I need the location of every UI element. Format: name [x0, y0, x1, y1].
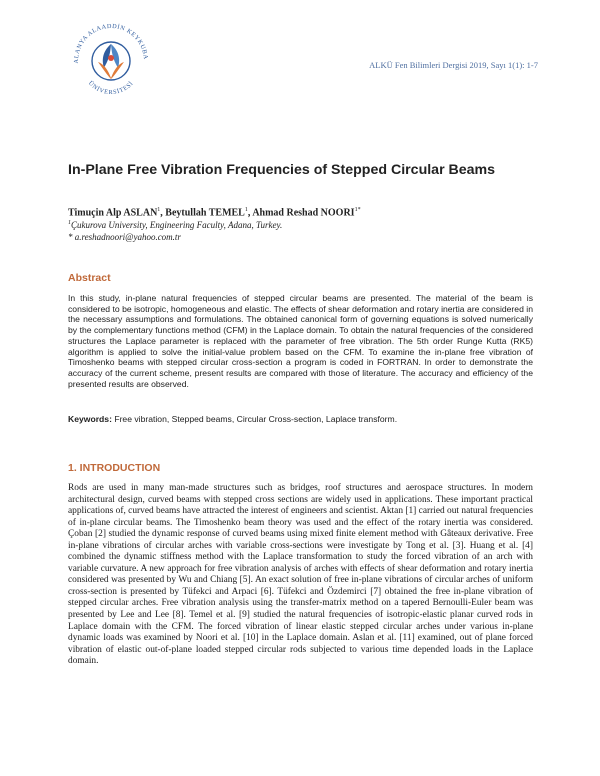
logo-text-bottom: ÜNİVERSİTESİ	[86, 79, 136, 96]
author-affiliation-mark: 1	[244, 207, 248, 213]
logo-text-top: ALANYA ALAADDİN KEYKUBA	[72, 22, 149, 64]
svg-text:ÜNİVERSİTESİ	[87, 80, 135, 96]
keywords-list: Free vibration, Stepped beams, Circular Cross-section, Laplace transform.	[111, 414, 398, 424]
email-marker: *	[68, 232, 75, 242]
university-logo	[68, 18, 154, 104]
affiliation	[68, 220, 538, 230]
author-separator: ,	[247, 207, 253, 219]
affiliation-text: Çukurova University, Engineering Faculty, Adana, Turkey.	[71, 220, 283, 230]
journal-reference: ALKÜ Fen Bilimleri Dergisi 2019, Sayı 1(1): 1-7	[369, 60, 538, 70]
abstract-text: In this study, in-plane natural frequencies of stepped circular beams are presented. The material of the beam is considered to be isotropic, homogeneous and elastic. The effects of shear deformation and rotary inertia are considered in the necessary assumptions and formulations. The obtained canonical form of governing equations is solved numerically by the complementary functions method (CFM) in the Laplace domain. To obtain the natural frequencies of the considered structures the Laplace parameter is replaced with the parameter of free vibration. The 5th order Runge Kutta (RK5) algorithm is applied to solve the initial-value problem based on the CFM. To examine the in-plane free vibration of Timoshenko beams with stepped circular cross-section a program is coded in FORTRAN. In order to demonstrate the accuracy of the current scheme, present results are compared with those of literature. The accuracy and efficiency of the presented results are observed.	[68, 293, 533, 389]
corresponding-email	[68, 232, 538, 242]
email-link[interactable]: a.reshadnoori@yahoo.com.tr	[74, 232, 181, 242]
author-name: Ahmad Reshad NOORI	[252, 207, 355, 219]
author-name: Beytullah TEMEL	[165, 207, 245, 219]
keywords	[68, 414, 533, 424]
abstract-heading: Abstract	[68, 272, 111, 284]
author-separator: ,	[160, 207, 166, 219]
affiliation-mark: 1	[68, 220, 71, 226]
author-list	[68, 207, 538, 218]
author-affiliation-mark: 1*	[354, 207, 361, 213]
keywords-label: Keywords:	[68, 414, 112, 424]
author-affiliation-mark: 1	[157, 207, 161, 213]
introduction-text: Rods are used in many man-made structures such as bridges, roof structures and aerospace structures. In modern architectural design, curved beams with stepped cross sections are widely used in applications. These important practical applications of, curved beams have attracted the interest of engineers and scientist. Aktan [1] carried out natural frequencies of in-plane circular beams. The Timoshenko beam theory was used and the effect of the rotary inertia was considered. Çoban [2] studied the dynamic response of curved beams using mixed finite element method with Gâteaux derivative. Free in-plane vibrations of circular arches with variable cross-sections were investigate by Tong et al. [3]. Huang et al. [4] combined the dynamic stiffness method with the Laplace transformation to study the forced vibration of an arch with variable curvature. A new approach for free vibration analysis of arches with effects of shear deformation and rotary inertia considered was presented by Wu and Chiang [5]. An exact solution of free in-plane vibrations of circular arches of uniform cross-section is presented by Tüfekci and Arpaci [6]. Tüfekci and Özdemirci [7] obtained the free in-plane vibration of stepped circular arches. Free vibration analysis using the transfer-matrix method on a tapered Bernoulli-Euler beam was presented by Lee and Lee [8]. Temel et al. [9] studied the natural frequencies of isotropic-elastic planar curved rods in Laplace domain with the CFM. The forced vibration of linear elastic stepped circular arches under various in-plane dynamic loads was examined by Noori et al. [10] in the Laplace domain. Aslan et al. [11] examined, out of plane forced vibration of elastic out-of-plane loaded stepped circular rods subjected to various time depended loads in the Laplace domain.	[68, 483, 533, 667]
introduction-heading: 1. INTRODUCTION	[68, 462, 161, 474]
author-name: Timuçin Alp ASLAN	[68, 207, 158, 219]
paper-title: In-Plane Free Vibration Frequencies of Stepped Circular Beams	[68, 162, 496, 178]
